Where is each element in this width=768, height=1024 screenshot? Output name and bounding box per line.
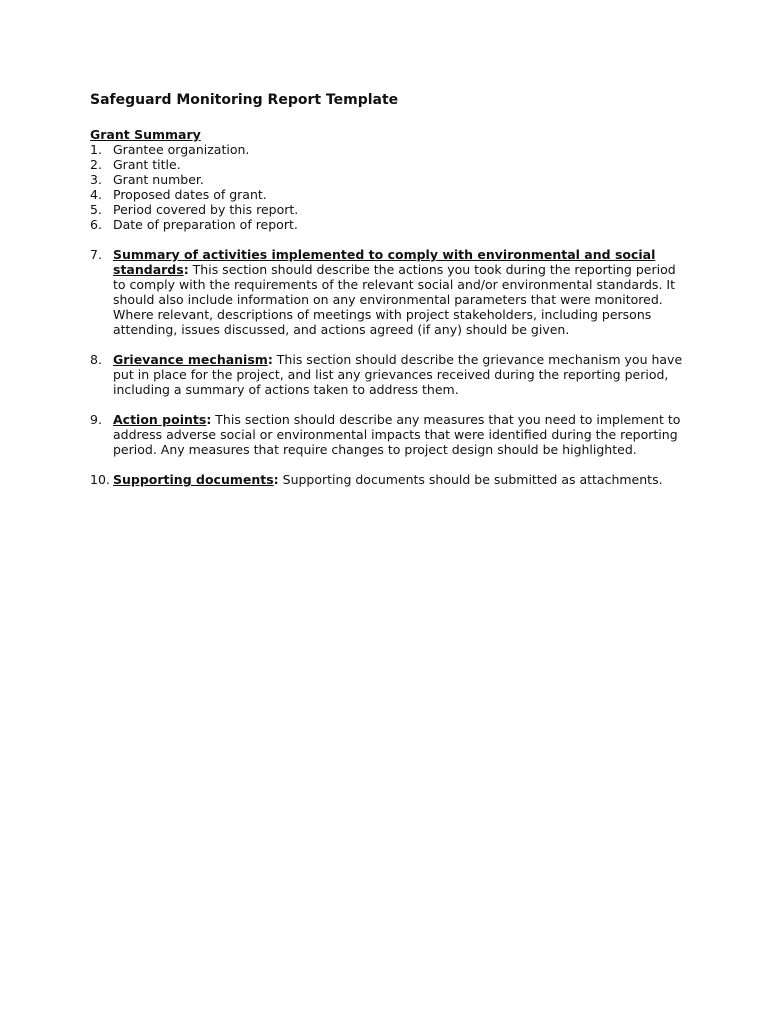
section-colon: : [267,352,273,367]
section-body: This section should describe the actions you took during the reporting period to comply with the requirements of the relevant social and/or environmental standards. It should also include information on any environmental parameters that were monitored. Where relevant, descriptions of meetings with project stakeholders, including persons attending, issues discussed, and actions agreed (if any) should be given. [113,262,676,337]
list-item [90,142,690,157]
list-item [90,202,690,217]
list-number: 1. [90,142,102,157]
list-number: 6. [90,217,102,232]
list-text: Period covered by this report. [113,202,299,217]
list-number: 5. [90,202,102,217]
section-colon: : [183,262,189,277]
list-number: 2. [90,157,102,172]
section-number: 8. [90,352,102,367]
grant-summary-list [90,142,690,232]
list-text: Grant number. [113,172,204,187]
section-colon: : [273,472,279,487]
section-label: Supporting documents [113,472,274,487]
list-number: 3. [90,172,102,187]
section-body: This section should describe any measures that you need to implement to address adverse social or environmental impacts that were identified during the reporting period. Any measures that require changes to project design should be highlighted. [113,412,681,457]
list-text: Grant title. [113,157,181,172]
document-page [90,90,690,502]
section-body: This section should describe the grievance mechanism you have put in place for the project, and list any grievances received during the reporting period, including a summary of actions taken to address them. [113,352,683,397]
section-label: Summary of activities implemented to comply with environmental and social standards [113,247,656,277]
section-number: 9. [90,412,102,427]
document-title: Safeguard Monitoring Report Template [90,92,399,108]
section-label: Grievance mechanism [113,352,268,367]
section-action-points [90,412,690,457]
section-supporting-documents [90,472,690,487]
section-label: Action points [113,412,207,427]
list-item [90,217,690,232]
grant-summary-heading: Grant Summary [90,127,201,142]
section-body: Supporting documents should be submitted as attachments. [278,472,663,487]
section-number: 10. [90,472,110,487]
list-item [90,157,690,172]
section-activities-summary [90,247,690,337]
section-colon: : [206,412,212,427]
list-text: Proposed dates of grant. [113,187,267,202]
section-grievance-mechanism [90,352,690,397]
list-item [90,172,690,187]
list-text: Grantee organization. [113,142,250,157]
list-item [90,187,690,202]
list-number: 4. [90,187,102,202]
section-number: 7. [90,247,102,262]
list-text: Date of preparation of report. [113,217,298,232]
